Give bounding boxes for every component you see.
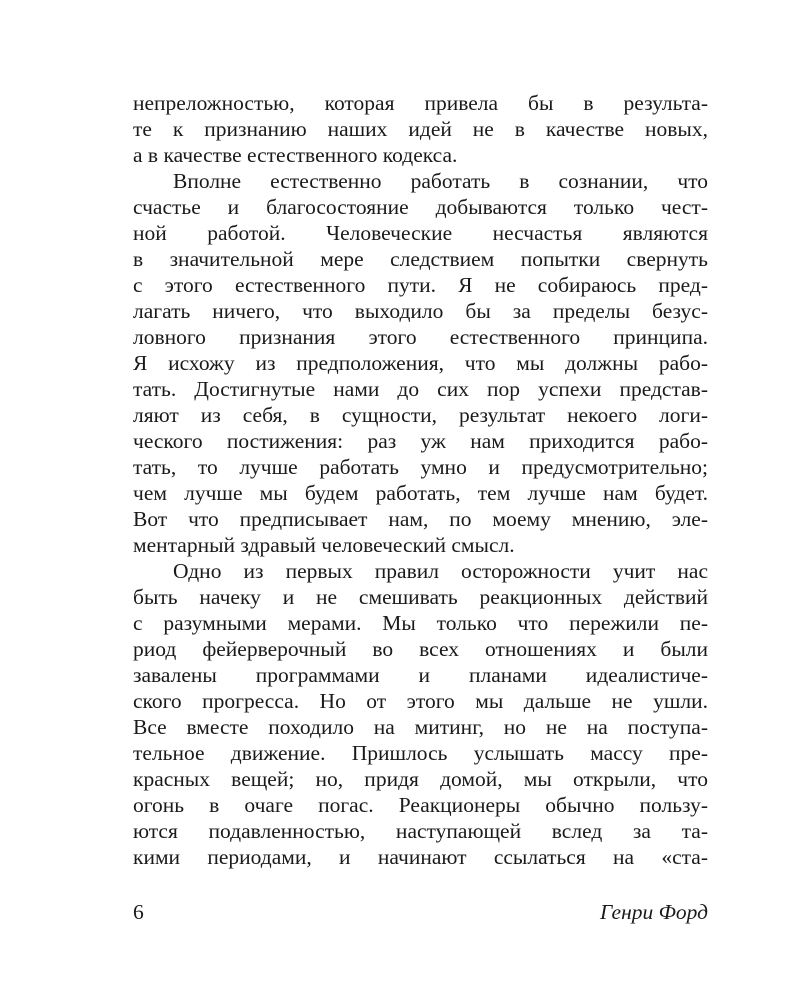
- text-line: счастье и благосостояние добываются только чест-: [133, 195, 708, 219]
- text-line: тельное движение. Пришлось услышать массу пре-: [133, 741, 708, 765]
- text-line: ментарный здравый человеческий смысл.: [133, 533, 515, 557]
- text-line: в значительной мере следствием попытки свернуть: [133, 247, 708, 271]
- text-line: ной работой. Человеческие несчастья являются: [133, 221, 708, 245]
- text-line: кими периодами, и начинают ссылаться на «ста-: [133, 845, 708, 869]
- text-line: огонь в очаге погас. Реакционеры обычно пользу-: [133, 793, 708, 817]
- text-line: лагать ничего, что выходило бы за пределы безус-: [133, 299, 708, 323]
- text-line: ляют из себя, в сущности, результат некоего логи-: [133, 403, 708, 427]
- page-footer: [133, 897, 708, 927]
- paragraph: [133, 558, 708, 870]
- text-line: риод фейерверочный во всех отношениях и были: [133, 637, 708, 661]
- page-body: [133, 90, 708, 870]
- text-line: Вполне естественно работать в сознании, что: [173, 169, 708, 193]
- text-line: завалены программами и планами идеалистиче-: [133, 663, 708, 687]
- text-line: Все вместе походило на митинг, но не на поступа-: [133, 715, 708, 739]
- text-line: Одно из первых правил осторожности учит нас: [173, 559, 708, 583]
- text-line: ловного признания этого естественного принципа.: [133, 325, 708, 349]
- text-line: те к признанию наших идей не в качестве новых,: [133, 117, 708, 141]
- text-line: Я исхожу из предположения, что мы должны рабо-: [133, 351, 708, 375]
- text-line: Вот что предписывает нам, по моему мнению, эле-: [133, 507, 708, 531]
- text-line: ются подавленностью, наступающей вслед за та-: [133, 819, 708, 843]
- text-line: тать, то лучше работать умно и предусмотрительно;: [133, 455, 708, 479]
- text-line: а в качестве естественного кодекса.: [133, 143, 458, 167]
- text-line: быть начеку и не смешивать реакционных действий: [133, 585, 708, 609]
- running-footer-author: Генри Форд: [599, 900, 708, 924]
- text-line: тать. Достигнутые нами до сих пор успехи представ-: [133, 377, 708, 401]
- paragraph: [133, 90, 708, 168]
- text-line: с этого естественного пути. Я не собираюсь пред-: [133, 273, 708, 297]
- text-line: красных вещей; но, придя домой, мы открыли, что: [133, 767, 708, 791]
- page-number: 6: [133, 900, 144, 924]
- text-line: с разумными мерами. Мы только что пережили пе-: [133, 611, 708, 635]
- text-line: непреложностью, которая привела бы в результа-: [133, 91, 708, 115]
- text-line: ческого постижения: раз уж нам приходится рабо-: [133, 429, 708, 453]
- text-line: ского прогресса. Но от этого мы дальше не ушли.: [133, 689, 708, 713]
- text-line: чем лучше мы будем работать, тем лучше нам будет.: [133, 481, 708, 505]
- paragraph: [133, 168, 708, 558]
